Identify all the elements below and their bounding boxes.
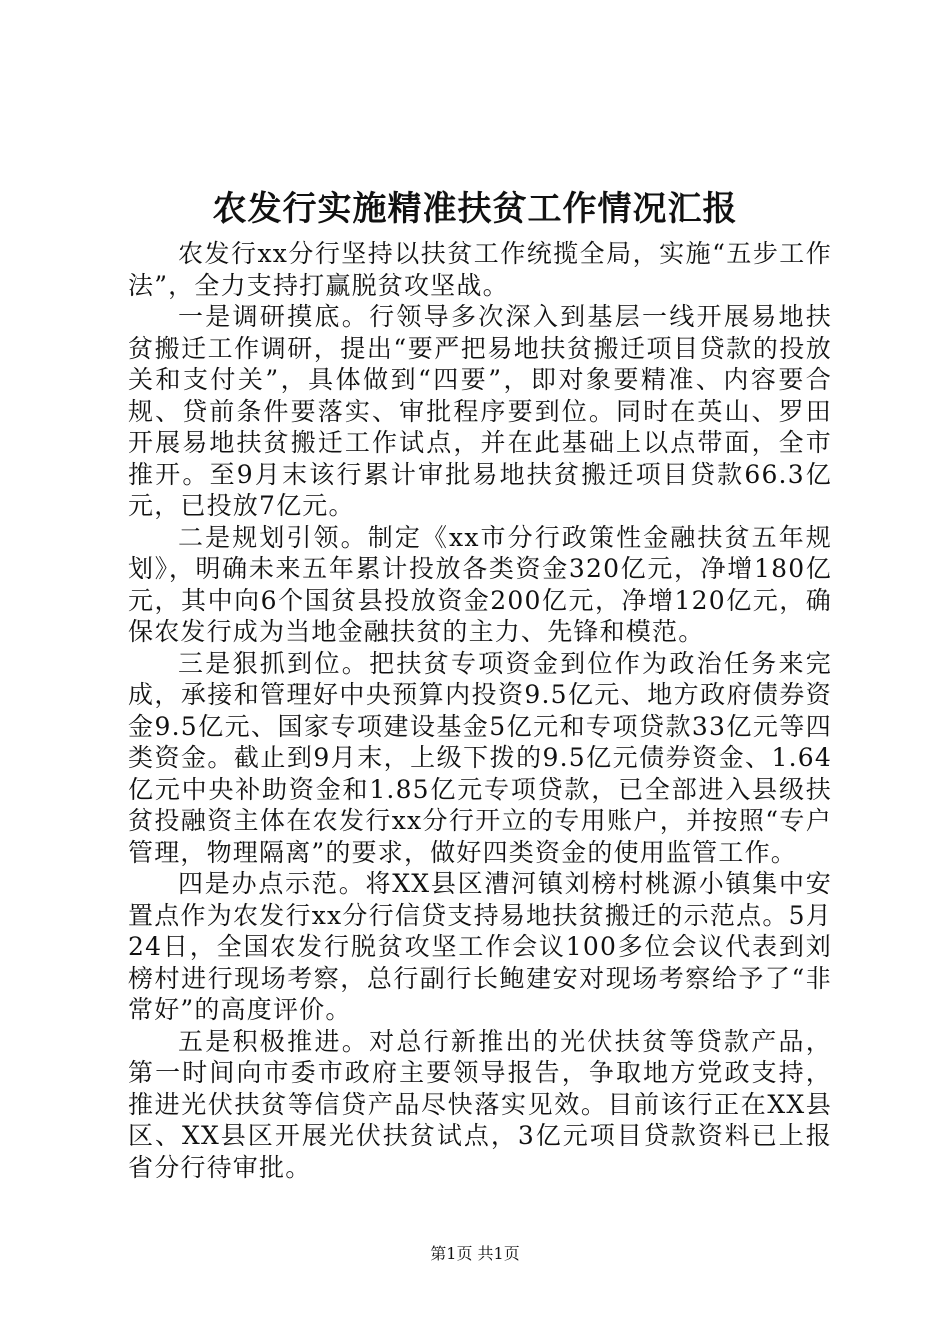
paragraph-promotion: 五是积极推进。对总行新推出的光伏扶贫等贷款产品，第一时间向市委市政府主要领导报告，争取地方党政支持，推进光伏扶贫等信贷产品尽快落实见效。目前该行正在XX县区、XX县区开展光伏扶贫试点，3亿元项目贷款资料已上报省分行待审批。 <box>128 1026 832 1182</box>
document-title: 农发行实施精准扶贫工作情况汇报 <box>212 189 738 229</box>
paragraph-intro: 农发行xx分行坚持以扶贫工作统揽全局，实施“五步工作法”，全力支持打赢脱贫攻坚战。 <box>128 239 832 300</box>
page-number: 第1页 共1页 <box>430 1244 520 1263</box>
paragraph-research: 一是调研摸底。行领导多次深入到基层一线开展易地扶贫搬迁工作调研，提出“要严把易地扶贫搬迁项目贷款的投放关和支付关”，具体做到“四要”，即对象要精准、内容要合规、贷前条件要落实、审批程序要到位。同时在英山、罗田开展易地扶贫搬迁工作试点，并在此基础上以点带面，全市推开。至9月末该行累计审批易地扶贫搬迁项目贷款66.3亿元，已投放7亿元。 <box>128 302 832 520</box>
paragraph-demonstration: 四是办点示范。将XX县区漕河镇刘榜村桃源小镇集中安置点作为农发行xx分行信贷支持易地扶贫搬迁的示范点。5月24日，全国农发行脱贫攻坚工作会议100多位会议代表到刘榜村进行现场考察，总行副行长鲍建安对现场考察给予了“非常好”的高度评价。 <box>128 869 832 1024</box>
paragraph-funding: 三是狠抓到位。把扶贫专项资金到位作为政治任务来完成，承接和管理好中央预算内投资9.5亿元、地方政府债券资金9.5亿元、国家专项建设基金5亿元和专项贷款33亿元等四类资金。截止到9月末，上级下拨的9.5亿元债券资金、1.64亿元中央补助资金和1.85亿元专项贷款，已全部进入县级扶贫投融资主体在农发行xx分行开立的专用账户，并按照“专户管理，物理隔离”的要求，做好四类资金的使用监管工作。 <box>128 648 832 867</box>
paragraph-planning: 二是规划引领。制定《xx市分行政策性金融扶贫五年规划》，明确未来五年累计投放各类资金320亿元，净增180亿元，其中向6个国贫县投放资金200亿元，净增120亿元，确保农发行成为当地金融扶贫的主力、先锋和模范。 <box>128 522 832 646</box>
document-body <box>128 238 832 1183</box>
